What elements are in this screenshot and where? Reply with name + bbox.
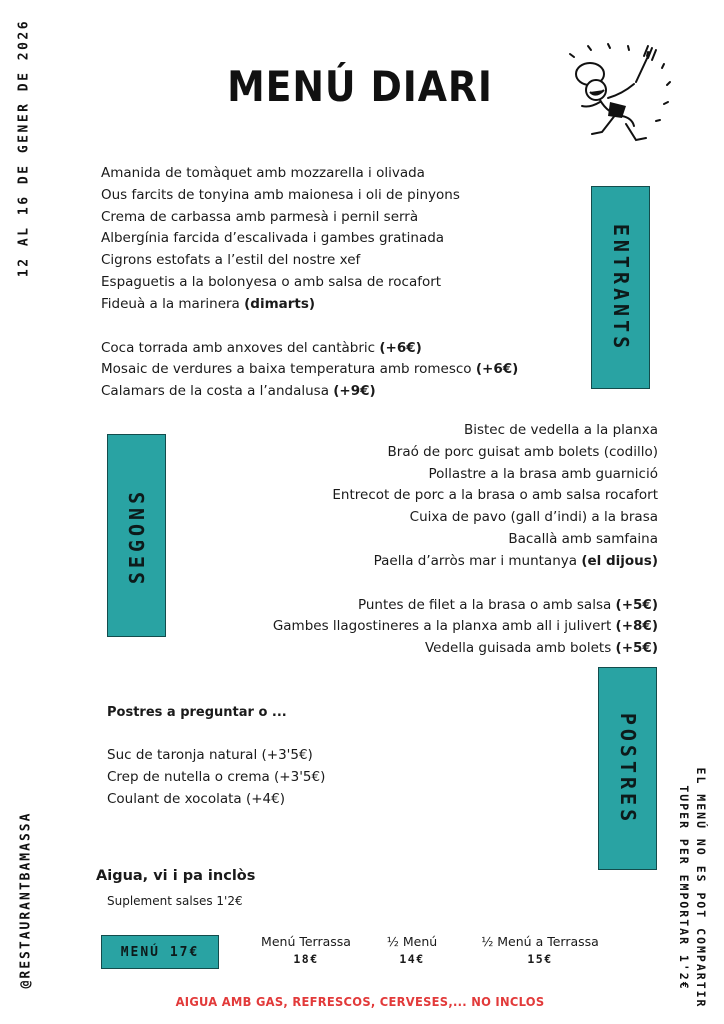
list-item: Bistec de vedella a la planxa — [463, 422, 658, 438]
section-tag-segons — [107, 434, 166, 637]
not-included-footer: AIGUA AMB GAS, REFRESCOS, CERVESES,... NO INCLOS — [175, 994, 545, 1009]
list-item: Espaguetis a la bolonyesa o amb salsa de rocafort — [101, 273, 442, 290]
section-tag-postres-label: POSTRES — [615, 712, 640, 825]
price-value: 14€ — [399, 952, 425, 966]
price-value: 18€ — [293, 952, 319, 966]
section-tag-entrants-label: ENTRANTS — [608, 223, 633, 352]
list-item: Fideuà a la marinera (dimarts) — [101, 295, 316, 312]
section-tag-segons-label: SEGONS — [124, 487, 149, 584]
included-note: Aigua, vi i pa inclòs — [96, 868, 256, 884]
list-item: Bacallà amb samfaina — [508, 530, 658, 547]
postres-list — [107, 745, 325, 810]
list-item: Crep de nutella o crema (+3'5€) — [107, 768, 326, 785]
list-item: Coca torrada amb anxoves del cantàbric (+6€) — [101, 339, 422, 356]
menu-price-badge: MENÚ 17€ — [101, 935, 219, 969]
list-item: Ous farcits de tonyina amb maionesa i oli de pinyons — [101, 186, 460, 203]
list-item: Albergínia farcida d’escalivada i gambes gratinada — [101, 230, 445, 247]
section-tag-entrants — [591, 186, 650, 389]
price-value: 15€ — [527, 952, 553, 966]
list-item: Calamars de la costa a l’andalusa (+9€) — [101, 383, 376, 400]
list-item: Vedella guisada amb bolets (+5€) — [425, 640, 658, 657]
segons-list — [273, 420, 658, 660]
list-item: Crema de carbassa amb parmesà i pernil serrà — [101, 208, 419, 225]
list-item: Puntes de filet a la brasa o amb salsa (+5€) — [357, 596, 658, 613]
list-item: Mosaic de verdures a baixa temperatura amb romesco (+6€) — [101, 361, 519, 378]
list-item: Cigrons estofats a l’estil del nostre xef — [101, 252, 361, 269]
price-terrassa — [250, 934, 362, 966]
postres-title: Postres a preguntar o ... — [107, 705, 287, 720]
sharing-note-line-1: EL MENÚ NO ES POT COMPARTIR — [694, 767, 708, 1009]
list-item: Gambes llagostineres a la planxa amb all i julivert (+8€) — [272, 618, 658, 635]
price-label: Menú Terrassa — [261, 934, 351, 949]
section-tag-postres — [598, 667, 657, 870]
list-item: Braó de porc guisat amb bolets (codillo) — [387, 443, 658, 460]
list-item: Entrecot de porc a la brasa o amb salsa rocafort — [332, 487, 658, 504]
date-range: 12 AL 16 DE GENER DE 2026 — [16, 18, 32, 278]
sharing-note — [675, 768, 709, 1009]
list-item: Coulant de xocolata (+4€) — [107, 790, 285, 807]
list-item: Pollastre a la brasa amb guarnició — [428, 465, 658, 482]
price-label: ½ Menú a Terrassa — [481, 934, 599, 949]
price-half-terrassa — [470, 934, 610, 966]
sharing-note-line-2: TUPER PER EMPORTAR 1'2€ — [677, 785, 691, 991]
list-item: Suc de taronja natural (+3'5€) — [107, 747, 313, 763]
instagram-handle: @RESTAURANTBAMASSA — [18, 811, 34, 989]
list-item: Cuixa de pavo (gall d’indi) a la brasa — [409, 509, 658, 526]
list-item: Amanida de tomàquet amb mozzarella i olivada — [101, 165, 425, 181]
list-item: Paella d’arròs mar i muntanya (el dijous) — [373, 552, 658, 569]
price-half-menu — [372, 934, 452, 966]
sauce-supplement: Suplement salses 1'2€ — [107, 894, 243, 908]
page-title: MENÚ DIARI — [227, 62, 493, 111]
chef-running-with-fork-icon — [560, 42, 680, 152]
price-label: ½ Menú — [386, 934, 438, 949]
entrants-list — [101, 163, 518, 403]
